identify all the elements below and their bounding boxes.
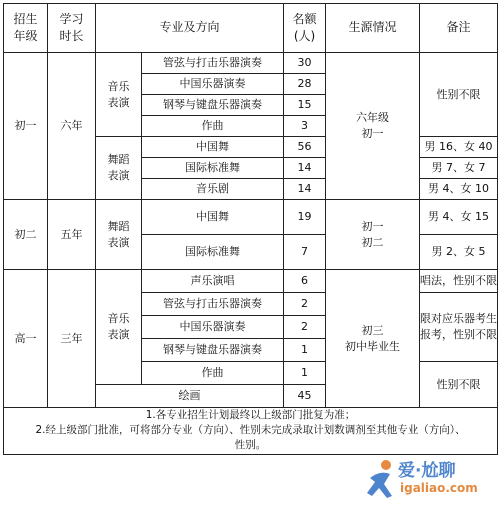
direction-cell: 中国舞	[142, 200, 284, 235]
note-cell: 唱法，性别不限	[420, 270, 498, 293]
category-line2: 表演	[107, 95, 130, 109]
header-years-line2: 时长	[59, 29, 84, 43]
header-source: 生源情况	[326, 4, 420, 53]
direction-cell: 国际标准舞	[142, 235, 284, 270]
note-line1: 限对应乐器考生	[420, 312, 498, 326]
category-line2: 表演	[107, 328, 130, 341]
quota-cell: 2	[284, 293, 326, 316]
header-major: 专业及方向	[96, 4, 284, 53]
site-watermark	[362, 454, 490, 506]
header-grade-line1: 招生	[13, 11, 38, 26]
footer-note-3: 性别。	[234, 439, 267, 452]
header-years	[48, 4, 96, 53]
years-cell: 五年	[48, 200, 96, 270]
quota-cell: 1	[284, 362, 326, 385]
footer-notes	[4, 408, 498, 455]
enrollment-plan-table	[3, 3, 497, 455]
header-quota-line2: (人)	[293, 29, 316, 43]
quota-cell: 56	[284, 137, 326, 158]
note-cell: 性别不限	[420, 53, 498, 137]
note-cell	[420, 293, 498, 362]
source-cell	[326, 270, 420, 408]
quota-cell: 45	[284, 385, 326, 408]
direction-cell: 中国舞	[142, 137, 284, 158]
direction-cell: 管弦与打击乐器演奏	[142, 293, 284, 316]
quota-cell: 14	[284, 158, 326, 179]
quota-cell: 19	[284, 200, 326, 235]
grade-cell: 初一	[4, 53, 48, 200]
enrollment-table	[3, 3, 498, 455]
direction-cell: 作曲	[142, 362, 284, 385]
quota-cell: 30	[284, 53, 326, 74]
header-years-line1: 学习	[59, 11, 84, 26]
source-line2: 初中毕业生	[345, 339, 401, 353]
grade-cell: 高一	[4, 270, 48, 408]
header-grade-line2: 年级	[13, 29, 38, 43]
direction-cell: 钢琴与键盘乐器演奏	[142, 95, 284, 116]
footer-note-1: 1.各专业招生计划最终以上级部门批复为准；	[145, 409, 356, 421]
category-line1: 舞蹈	[107, 153, 130, 167]
watermark-url: igaliao.com	[400, 481, 478, 495]
table-row	[4, 200, 498, 235]
note-cell: 男 2、女 5	[420, 235, 498, 270]
source-line1: 六年级	[356, 111, 390, 125]
source-line2: 初一	[361, 127, 384, 140]
category-line1: 音乐	[107, 79, 130, 93]
note-cell: 男 4、女 15	[420, 200, 498, 235]
direction-cell: 中国乐器演奏	[142, 74, 284, 95]
category-line1: 舞蹈	[107, 219, 130, 233]
direction-cell: 声乐演唱	[142, 270, 284, 293]
note-line2: 报考，性别不限	[420, 328, 498, 341]
direction-cell: 作曲	[142, 116, 284, 137]
quota-cell: 14	[284, 179, 326, 200]
footer-row	[4, 408, 498, 455]
note-cell: 性别不限	[420, 362, 498, 408]
note-cell: 男 16、女 40	[420, 137, 498, 158]
category-cell	[96, 53, 142, 137]
source-cell	[326, 53, 420, 200]
direction-cell: 钢琴与键盘乐器演奏	[142, 339, 284, 362]
years-cell: 六年	[48, 53, 96, 200]
header-grade	[4, 4, 48, 53]
header-quota-line1: 名额	[292, 11, 317, 26]
source-line1: 初三	[361, 323, 384, 337]
watermark-title: 爱·尬聊	[398, 461, 456, 481]
years-cell: 三年	[48, 270, 96, 408]
category-cell	[96, 270, 142, 385]
category-cell	[96, 200, 142, 270]
header-row	[4, 4, 498, 53]
note-cell: 男 7、女 7	[420, 158, 498, 179]
table-row	[4, 53, 498, 74]
running-figure-logo-icon	[362, 458, 398, 502]
header-notes: 备注	[420, 4, 498, 53]
direction-cell: 音乐剧	[142, 179, 284, 200]
category-line2: 表演	[107, 235, 130, 249]
quota-cell: 15	[284, 95, 326, 116]
quota-cell: 6	[284, 270, 326, 293]
quota-cell: 28	[284, 74, 326, 95]
category-cell	[96, 137, 142, 200]
category-line1: 音乐	[107, 312, 130, 326]
category-line2: 表演	[107, 169, 130, 182]
quota-cell: 2	[284, 316, 326, 339]
footer-note-2: 2.经上级部门批准，可将部分专业（方向）、性别未完成录取计划数调剂至其他专业（方向）、	[35, 424, 466, 437]
quota-cell: 3	[284, 116, 326, 137]
table-row	[4, 270, 498, 293]
direction-cell: 管弦与打击乐器演奏	[142, 53, 284, 74]
source-cell	[326, 200, 420, 270]
note-cell: 男 4、女 10	[420, 179, 498, 200]
direction-cell: 中国乐器演奏	[142, 316, 284, 339]
quota-cell: 1	[284, 339, 326, 362]
grade-cell: 初二	[4, 200, 48, 270]
source-line2: 初二	[361, 235, 384, 249]
header-quota	[284, 4, 326, 53]
source-line1: 初一	[361, 219, 384, 233]
direction-cell: 国际标准舞	[142, 158, 284, 179]
quota-cell: 7	[284, 235, 326, 270]
direction-cell: 绘画	[96, 385, 284, 408]
